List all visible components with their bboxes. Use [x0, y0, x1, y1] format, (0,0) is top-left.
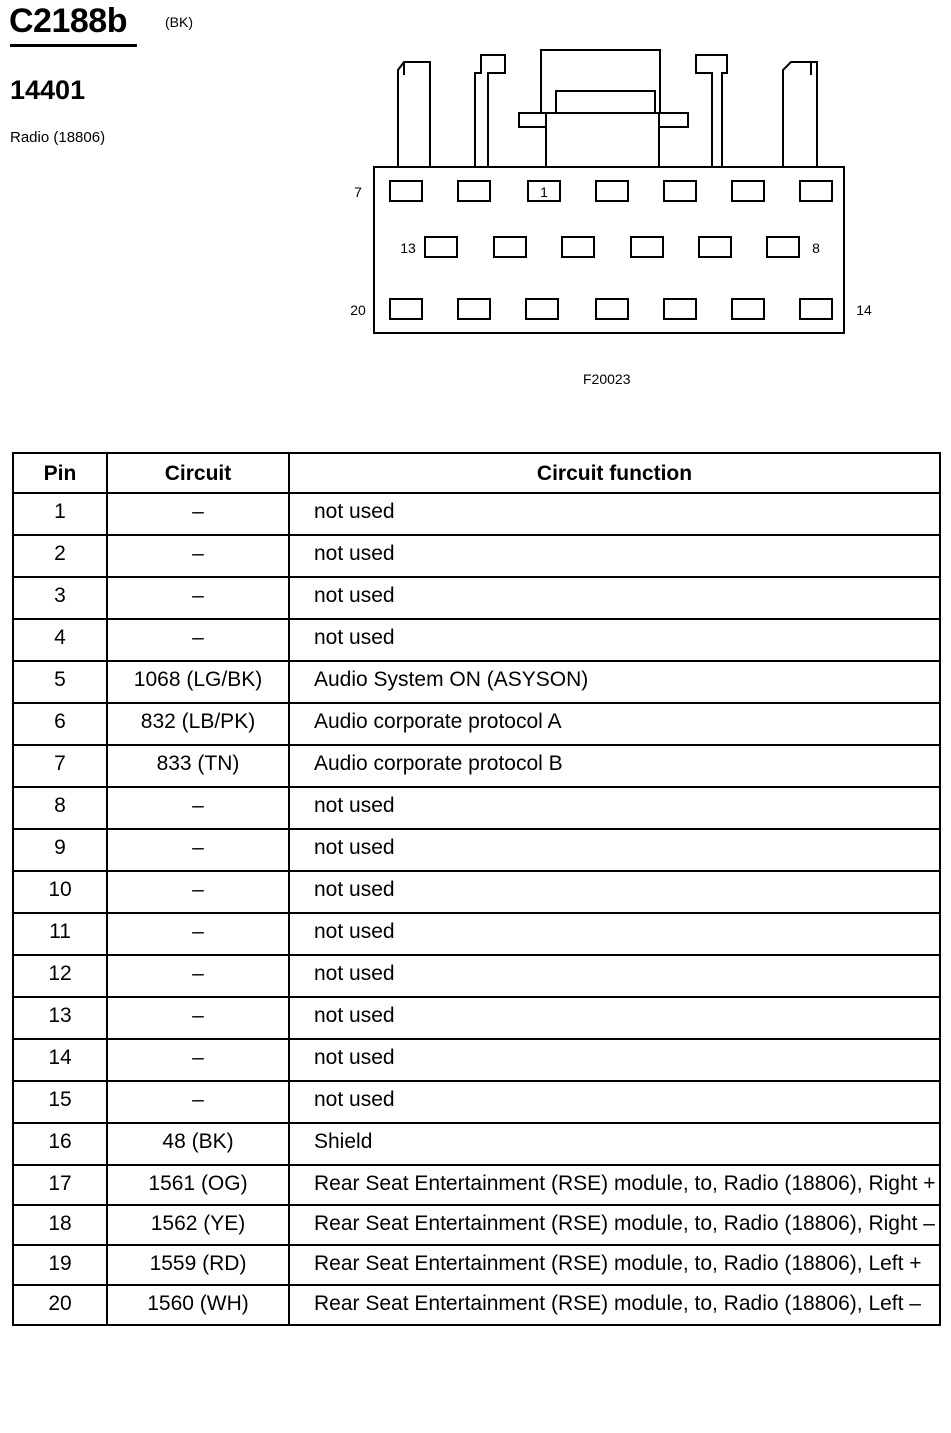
circuit-cell: – — [107, 871, 289, 913]
pin-cell: 11 — [13, 913, 107, 955]
pin-cell: 7 — [13, 745, 107, 787]
table-row — [13, 1165, 940, 1205]
table-row — [13, 871, 940, 913]
pin-label-7: 7 — [354, 184, 362, 200]
pin-cell: 6 — [13, 703, 107, 745]
function-cell: Shield — [289, 1123, 940, 1165]
function-cell: Rear Seat Entertainment (RSE) module, to, Radio (18806), Left + — [289, 1245, 940, 1285]
function-cell: not used — [289, 787, 940, 829]
function-cell: not used — [289, 619, 940, 661]
table-row — [13, 1285, 940, 1325]
circuit-cell: – — [107, 997, 289, 1039]
pin-cell: 15 — [13, 1081, 107, 1123]
header-function: Circuit function — [289, 453, 940, 493]
pin-label-13: 13 — [400, 240, 416, 256]
circuit-cell: 1068 (LG/BK) — [107, 661, 289, 703]
pin-cell: 12 — [13, 955, 107, 997]
pin-cell: 8 — [13, 787, 107, 829]
function-cell: not used — [289, 871, 940, 913]
table-row — [13, 619, 940, 661]
table-row — [13, 829, 940, 871]
pin-label-8: 8 — [812, 240, 820, 256]
pin-label-1: 1 — [540, 184, 548, 200]
table-row — [13, 1039, 940, 1081]
function-cell: not used — [289, 1081, 940, 1123]
circuit-cell: – — [107, 1081, 289, 1123]
table-row — [13, 577, 940, 619]
table-row — [13, 787, 940, 829]
pin-cell: 18 — [13, 1205, 107, 1245]
function-cell: Audio System ON (ASYSON) — [289, 661, 940, 703]
pin-label-14: 14 — [856, 302, 872, 318]
function-cell: not used — [289, 1039, 940, 1081]
circuit-cell: – — [107, 535, 289, 577]
function-cell: Audio corporate protocol A — [289, 703, 940, 745]
function-cell: not used — [289, 913, 940, 955]
function-cell: not used — [289, 493, 940, 535]
circuit-cell: – — [107, 619, 289, 661]
circuit-cell: – — [107, 829, 289, 871]
table-row — [13, 997, 940, 1039]
pin-cell: 2 — [13, 535, 107, 577]
circuit-cell: 1562 (YE) — [107, 1205, 289, 1245]
function-cell: Audio corporate protocol B — [289, 745, 940, 787]
table-row — [13, 1123, 940, 1165]
function-cell: not used — [289, 577, 940, 619]
function-cell: not used — [289, 535, 940, 577]
function-cell: not used — [289, 829, 940, 871]
table-row — [13, 703, 940, 745]
function-cell: not used — [289, 997, 940, 1039]
pin-cell: 20 — [13, 1285, 107, 1325]
circuit-cell: – — [107, 577, 289, 619]
pin-cell: 9 — [13, 829, 107, 871]
connector-code-underline — [10, 44, 137, 47]
pin-cavities — [390, 181, 832, 319]
circuit-cell: – — [107, 955, 289, 997]
function-cell: Rear Seat Entertainment (RSE) module, to, Radio (18806), Right + — [289, 1165, 940, 1205]
circuit-cell: – — [107, 913, 289, 955]
part-number: 14401 — [10, 75, 86, 105]
circuit-cell: – — [107, 787, 289, 829]
pin-cell: 17 — [13, 1165, 107, 1205]
table-row — [13, 913, 940, 955]
circuit-cell: 1559 (RD) — [107, 1245, 289, 1285]
header-circuit: Circuit — [107, 453, 289, 493]
pin-cell: 3 — [13, 577, 107, 619]
table-row — [13, 1205, 940, 1245]
table-header-row — [13, 453, 940, 493]
pin-cell: 5 — [13, 661, 107, 703]
pin-cell: 4 — [13, 619, 107, 661]
circuit-cell: 1560 (WH) — [107, 1285, 289, 1325]
table-row — [13, 661, 940, 703]
table-row — [13, 1081, 940, 1123]
pin-cell: 16 — [13, 1123, 107, 1165]
connector-color: (BK) — [165, 14, 193, 30]
pin-table — [12, 452, 941, 1326]
diagram-reference: F20023 — [583, 371, 631, 387]
connector-face-diagram — [330, 40, 890, 360]
header-pin: Pin — [13, 453, 107, 493]
pin-cell: 10 — [13, 871, 107, 913]
table-row — [13, 955, 940, 997]
circuit-cell: 1561 (OG) — [107, 1165, 289, 1205]
part-description: Radio (18806) — [10, 129, 106, 146]
circuit-cell: – — [107, 1039, 289, 1081]
function-cell: Rear Seat Entertainment (RSE) module, to, Radio (18806), Left – — [289, 1285, 940, 1325]
table-row — [13, 493, 940, 535]
function-cell: not used — [289, 955, 940, 997]
circuit-cell: 832 (LB/PK) — [107, 703, 289, 745]
function-cell: Rear Seat Entertainment (RSE) module, to, Radio (18806), Right – — [289, 1205, 940, 1245]
table-row — [13, 535, 940, 577]
pin-cell: 13 — [13, 997, 107, 1039]
table-row — [13, 1245, 940, 1285]
pin-cell: 1 — [13, 493, 107, 535]
circuit-cell: – — [107, 493, 289, 535]
pin-cell: 14 — [13, 1039, 107, 1081]
table-row — [13, 745, 940, 787]
circuit-cell: 833 (TN) — [107, 745, 289, 787]
pin-cell: 19 — [13, 1245, 107, 1285]
pin-label-20: 20 — [350, 302, 366, 318]
circuit-cell: 48 (BK) — [107, 1123, 289, 1165]
connector-code: C2188b — [9, 2, 127, 40]
